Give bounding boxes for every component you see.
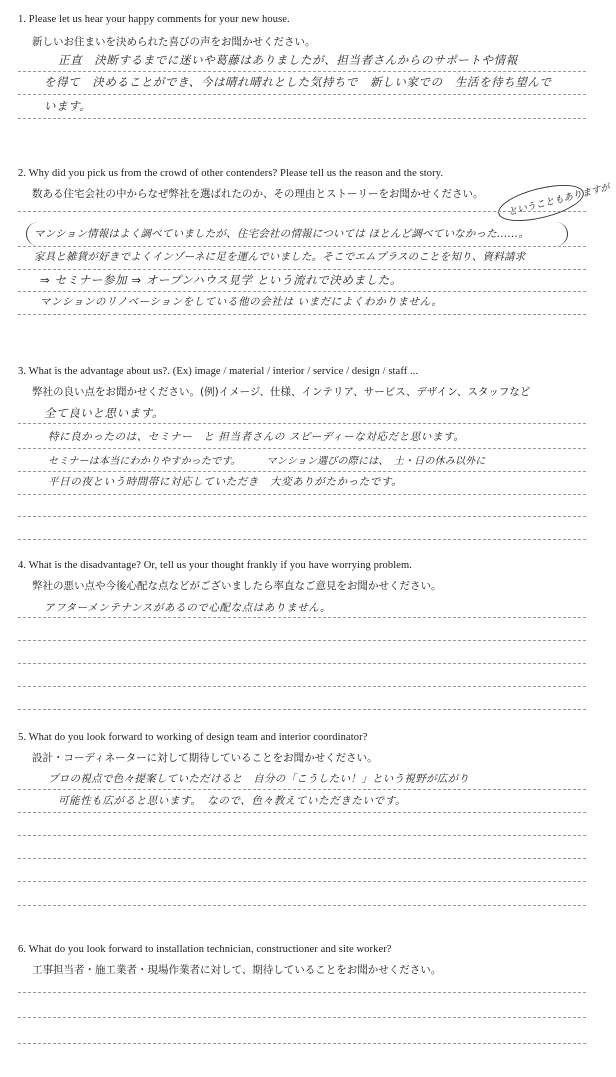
question-3-japanese: 弊社の良い点をお聞かせください。(例)イメージ、仕様、インテリア、サービス、デザイン、スタッフなど (32, 386, 531, 398)
answer-rule (18, 494, 586, 495)
handwritten-note-bubble (495, 178, 612, 228)
answer-1-line-3: います。 (44, 99, 92, 113)
question-5-english: 5. What do you look forward to working of design team and interior coordinator? (18, 732, 368, 743)
answer-rule (18, 71, 586, 72)
answer-rule (18, 617, 586, 618)
answer-rule (18, 246, 586, 247)
answer-rule (18, 118, 586, 119)
answer-rule (18, 858, 586, 859)
question-5-japanese: 設計・コーディネーターに対して期待していることをお聞かせください。 (32, 752, 378, 764)
answer-3-line-1: 全て良いと思います。 (44, 406, 165, 420)
answer-5-line-1: プロの視点で色々提案していただけると 自分の「こうしたい！」という視野が広がり (48, 773, 470, 785)
answer-rule (18, 269, 586, 270)
answer-rule (18, 686, 586, 687)
answer-rule (18, 471, 586, 472)
answer-3-line-4: 平日の夜という時間帯に対応していただき 大変ありがたかったです。 (48, 476, 403, 488)
question-6-japanese: 工事担当者・施工業者・現場作業者に対して、期待していることをお聞かせください。 (32, 964, 442, 976)
answer-rule (18, 539, 586, 540)
answer-rule (18, 1043, 586, 1044)
answer-rule (18, 640, 586, 641)
question-1-english: 1. Please let us hear your happy comments for your new house. (18, 14, 290, 25)
answer-rule (18, 905, 586, 906)
answer-2-line-3: ⇒ セミナー参加 ⇒ オープンハウス見学 という流れで決めました。 (40, 273, 403, 287)
answer-3-line-2: 特に良かったのは、セミナー と 担当者さんの スピーディーな対応だと思います。 (48, 431, 465, 443)
answer-rule (18, 423, 586, 424)
answer-rule (18, 94, 586, 95)
answer-rule (18, 663, 586, 664)
question-3-english: 3. What is the advantage about us?. (Ex) image / material / interior / service / design / staff ... (18, 366, 419, 377)
answer-rule (18, 789, 586, 790)
answer-3-line-3: セミナーは本当にわかりやすかったです。 マンション選びの際には、 土・日の休み以外に (48, 456, 486, 467)
answer-rule (18, 448, 586, 449)
answer-rule (18, 835, 586, 836)
question-2-japanese: 数ある住宅会社の中からなぜ弊社を選ばれたのか、その理由とストーリーをお聞かせください。 (32, 188, 484, 200)
answer-1-line-2: を得て 決めることができ、今は晴れ晴れとした気持ちで 新しい家での 生活を待ち望んで (44, 75, 552, 89)
answer-rule (18, 992, 586, 993)
answer-rule (18, 709, 586, 710)
answer-2-line-1: マンション情報はよく調べていましたが、住宅会社の情報については ほとんど調べていなかった……。 (34, 228, 530, 240)
answer-rule (18, 211, 586, 212)
answer-rule (18, 314, 586, 315)
answer-2-line-2: 家具と雑貨が好きでよくインゾーネに足を運んでいました。そこでエムプラスのことを知り、資料請求 (34, 251, 526, 263)
question-2-english: 2. Why did you pick us from the crowd of other contenders? Please tell us the reason and the story. (18, 168, 444, 179)
answer-rule (18, 812, 586, 813)
question-6-english: 6. What do you look forward to installation technician, constructioner and site worker? (18, 944, 392, 955)
answer-rule (18, 881, 586, 882)
answer-rule (18, 516, 586, 517)
answer-2-line-4: マンションのリノベーションをしている他の会社は いまだによくわかりません。 (40, 296, 443, 308)
handwritten-note: ということもありますが (507, 182, 612, 219)
answer-rule (18, 291, 586, 292)
answer-5-line-2: 可能性も広がると思います。 なので、色々教えていただきたいです。 (58, 795, 407, 807)
answer-4-line-1: アフターメンテナンスがあるので心配な点はありません。 (44, 602, 332, 614)
answer-rule (18, 1017, 586, 1018)
question-4-english: 4. What is the disadvantage? Or, tell us your thought frankly if you have worrying problem. (18, 560, 412, 571)
question-4-japanese: 弊社の悪い点や今後心配な点などがございましたら率直なご意見をお聞かせください。 (32, 580, 442, 592)
answer-1-line-1: 正直 決断するまでに迷いや葛藤はありましたが、担当者さんからのサポートや情報 (58, 53, 518, 67)
question-1-japanese: 新しいお住まいを決められた喜びの声をお聞かせください。 (32, 36, 316, 48)
